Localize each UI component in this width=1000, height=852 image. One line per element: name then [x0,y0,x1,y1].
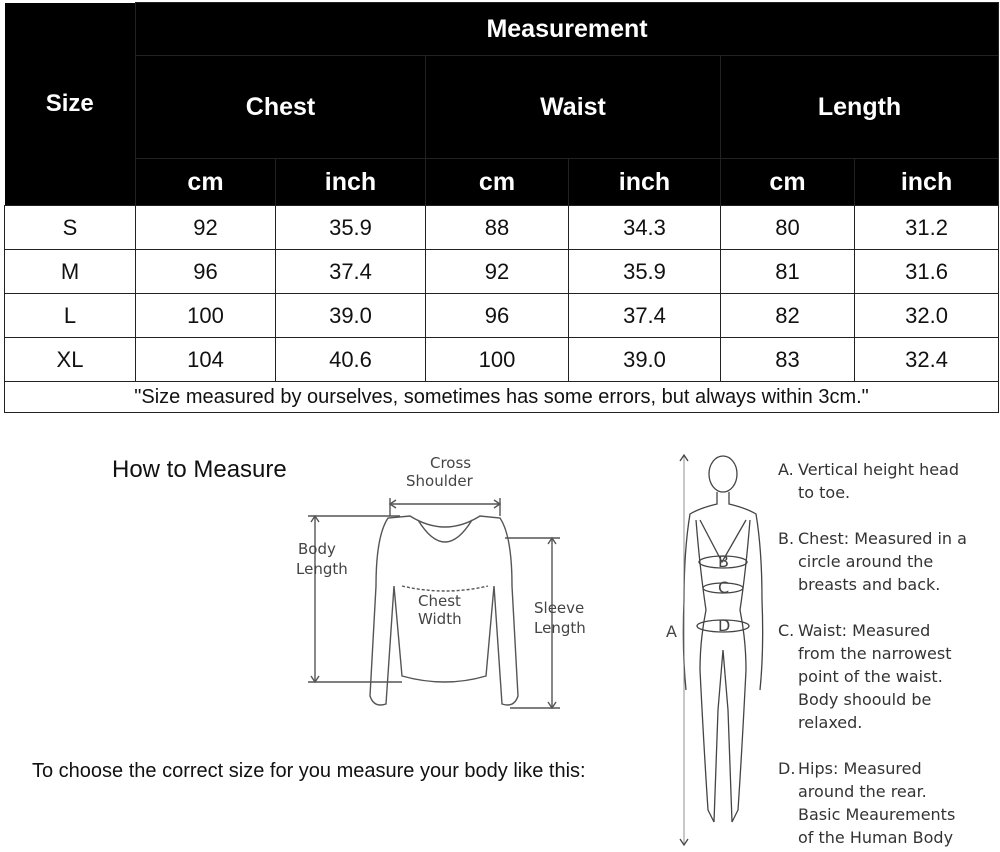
label-c: C [718,578,730,597]
value-cell: 34.3 [569,206,721,250]
value-cell: 31.2 [855,206,999,250]
table-row [5,250,999,294]
unit-header: cm [721,159,855,206]
value-cell: 39.0 [276,294,426,338]
size-chart-table [4,2,999,413]
value-cell: 37.4 [276,250,426,294]
value-cell: 32.0 [855,294,999,338]
value-cell: 96 [136,250,276,294]
body-figure [660,450,780,850]
size-header: Size [5,3,136,206]
length-header: Length [721,56,999,159]
unit-header: inch [855,159,999,206]
value-cell: 92 [426,250,569,294]
note-d: D. Hips: Measured around the rear. Basic Meaurements of the Human Body [778,759,956,847]
unit-header: cm [426,159,569,206]
value-cell: 31.6 [855,250,999,294]
measurement-notes [778,458,993,849]
unit-header: cm [136,159,276,206]
shoulder-label: Shoulder [406,472,473,490]
value-cell: 100 [136,294,276,338]
note-a: A. Vertical height head to toe. [778,460,960,502]
how-to-measure-title: How to Measure [112,456,287,483]
value-cell: 80 [721,206,855,250]
unit-header: inch [276,159,426,206]
note-b: B. Chest: Measured in a circle around the breasts and back. [778,529,967,594]
garment-diagram [290,446,590,716]
size-cell: M [5,250,136,294]
label-d: D [718,616,731,635]
size-note: "Size measured by ourselves, sometimes has some errors, but always within 3cm." [5,382,999,413]
value-cell: 96 [426,294,569,338]
size-cell: XL [5,338,136,382]
table-row [5,338,999,382]
measurement-header: Measurement [136,3,999,56]
unit-header: inch [569,159,721,206]
chest-header: Chest [136,56,426,159]
size-cell: L [5,294,136,338]
sleeve-length-label: Length [534,619,586,637]
value-cell: 82 [721,294,855,338]
value-cell: 100 [426,338,569,382]
value-cell: 39.0 [569,338,721,382]
waist-header: Waist [426,56,721,159]
chest-label: Chest [418,592,461,610]
value-cell: 92 [136,206,276,250]
label-a: A [666,622,677,641]
label-b: B [718,552,729,571]
value-cell: 83 [721,338,855,382]
value-cell: 35.9 [276,206,426,250]
head-shape [709,456,737,492]
width-label: Width [418,610,462,628]
value-cell: 104 [136,338,276,382]
value-cell: 37.4 [569,294,721,338]
instruction-text: To choose the correct size for you measure your body like this: [32,760,586,782]
value-cell: 88 [426,206,569,250]
value-cell: 32.4 [855,338,999,382]
size-cell: S [5,206,136,250]
body-label: Body [298,540,336,558]
note-c: C. Waist: Measured from the narrowest point of the waist. Body shoould be relaxed. [778,621,952,732]
value-cell: 81 [721,250,855,294]
value-cell: 35.9 [569,250,721,294]
sleeve-label: Sleeve [534,599,585,617]
body-length-label: Length [296,560,348,578]
table-row [5,294,999,338]
cross-label: Cross [430,454,472,472]
table-row [5,206,999,250]
value-cell: 40.6 [276,338,426,382]
